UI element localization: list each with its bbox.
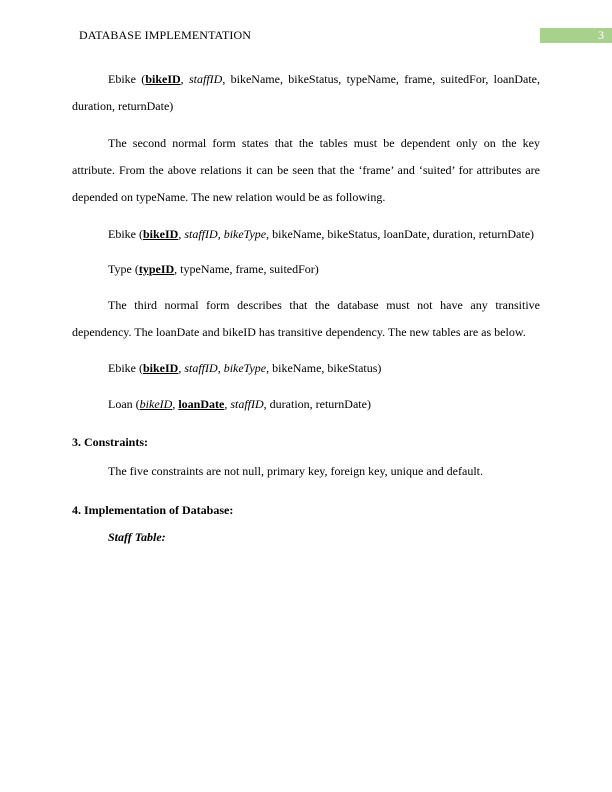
constraints-body: The five constraints are not null, primary key, foreign key, unique and default. [108,464,483,478]
primary-key: bikeID [145,72,181,86]
loan-relation: Loan (bikeID, loanDate, staffID, duration, returnDate) [108,397,371,411]
page-number: 3 [540,28,612,43]
foreign-key: staffID [184,361,218,375]
second-normal-form-line3: depended on typeName. The new relation would be as following. [72,190,386,204]
running-header: DATABASE IMPLEMENTATION [79,28,252,42]
foreign-key: staffID [188,72,223,86]
primary-key: bikeID [143,227,179,241]
ebike-relation-2nf: Ebike (bikeID, staffID, bikeType, bikeName, bikeStatus, loanDate, duration, returnDate) [108,227,535,241]
staff-table-subheading: Staff Table: [108,530,166,544]
second-normal-form-line1: The second normal form states that the tables must be dependent only on the key [108,136,540,150]
constraints-heading: 3. Constraints: [72,435,149,449]
second-normal-form-line2: attribute. From the above relations it can be seen that the ‘frame’ and ‘suited’ for attributes are [72,163,540,177]
ebike-relation-3nf: Ebike (bikeID, staffID, bikeType, bikeName, bikeStatus) [108,361,382,375]
foreign-key: bikeID [139,397,173,411]
primary-key: loanDate [178,397,225,411]
third-normal-form-line2: dependency. The loanDate and bikeID has transitive dependency. The new tables are as below. [72,325,526,339]
type-relation: Type (typeID, typeName, frame, suitedFor) [108,262,319,276]
ebike-relation-1nf-line2: duration, returnDate) [72,99,174,113]
foreign-key: bikeType [223,227,267,241]
primary-key: bikeID [143,361,179,375]
primary-key: typeID [138,262,175,276]
foreign-key: bikeType [223,361,267,375]
foreign-key: staffID [230,397,264,411]
ebike-relation-1nf-line1: Ebike (bikeID, staffID, bikeName, bikeStatus, typeName, frame, suitedFor, loanDate, [108,72,540,86]
implementation-heading: 4. Implementation of Database: [72,503,234,517]
foreign-key: staffID [184,227,218,241]
third-normal-form-line1: The third normal form describes that the database must not have any transitive [108,298,540,312]
